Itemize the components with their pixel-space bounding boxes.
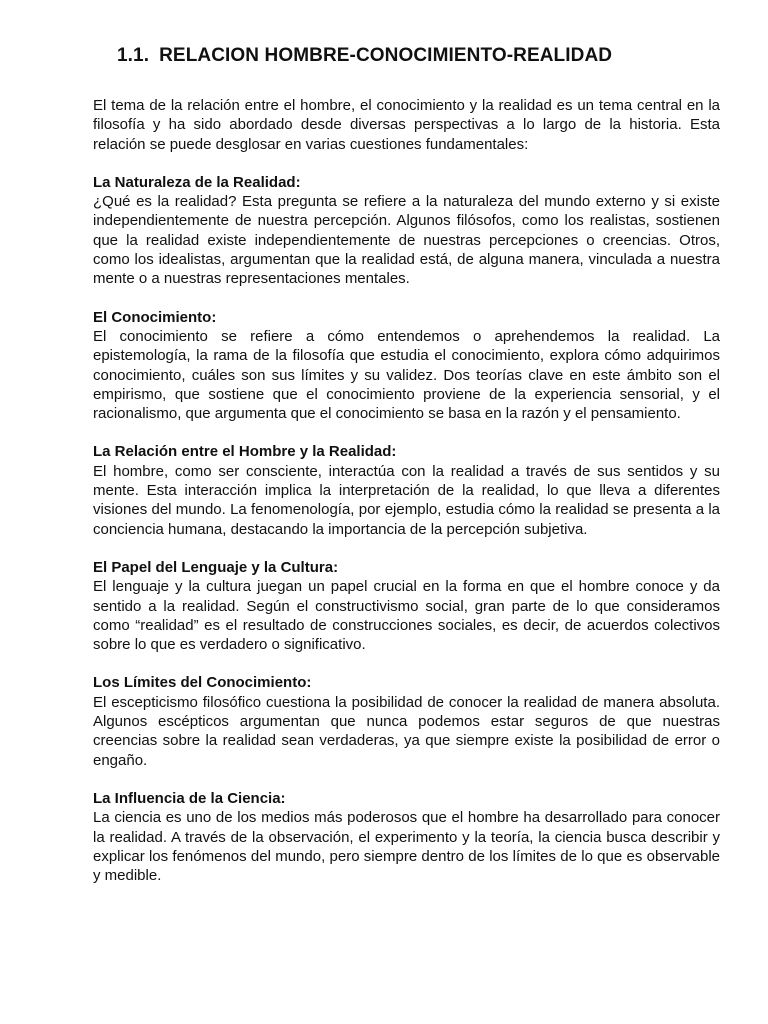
section-relacion-hombre-realidad: [93, 442, 720, 538]
section-title: La Influencia de la Ciencia:: [93, 789, 286, 807]
section-lenguaje-cultura: [93, 558, 720, 654]
section-body: La ciencia es uno de los medios más poderosos que el hombre ha desarrollado para conocer la realidad. A través de la observación, el experimento y la teoría, la ciencia busca describir y explicar los fenómenos del mundo, pero siempre dentro de los límites de lo que es observable y medible.: [93, 809, 720, 885]
section-body: ¿Qué es la realidad? Esta pregunta se refiere a la naturaleza del mundo externo y si existe independientemente de nuestra percepción. Algunos filósofos, como los realistas, sostienen que la realidad existe independientemente de nuestras percepciones o creencias. Otros, como los idealistas, argumentan que la realidad está, de alguna manera, vinculada a nuestra mente o a nuestras representaciones mentales.: [93, 193, 720, 288]
section-influencia-ciencia: [93, 789, 720, 885]
section-body: El conocimiento se refiere a cómo entendemos o aprehendemos la realidad. La epistemología, la rama de la filosofía que estudia el conocimiento, explora cómo adquirimos conocimiento, cuáles son sus límites y su validez. Dos teorías clave en este ámbito son el empirismo, que sostiene que el conocimiento proviene de la experiencia sensorial, y el racionalismo, que argumenta que el conocimiento se basa en la razón y el pensamiento.: [93, 327, 720, 423]
section-naturaleza-realidad: [93, 173, 720, 289]
section-body: El hombre, como ser consciente, interactúa con la realidad a través de sus sentidos y su mente. Esta interacción implica la interpretación de la realidad, lo que lleva a diferentes visiones del mundo. La fenomenología, por ejemplo, estudia cómo la realidad se presenta a la conciencia humana, destacando la importancia de la percepción subjetiva.: [93, 462, 720, 538]
section-title: El Conocimiento:: [93, 308, 217, 326]
heading-text: RELACION HOMBRE-CONOCIMIENTO-REALIDAD: [159, 45, 613, 66]
section-body: El escepticismo filosófico cuestiona la posibilidad de conocer la realidad de manera absoluta. Algunos escépticos argumentan que nunca podemos estar seguros de que nuestras creencias sobre la realidad sean verdaderas, ya que siempre existe la posibilidad de error o engaño.: [93, 693, 720, 769]
page-title: [117, 42, 720, 70]
section-title: Los Límites del Conocimiento:: [93, 674, 312, 692]
intro-paragraph: El tema de la relación entre el hombre, el conocimiento y la realidad es un tema central en la filosofía y ha sido abordado desde diversas perspectivas a lo largo de la historia. Esta relación se puede desglosar en varias cuestiones fundamentales:: [93, 97, 720, 153]
section-body: El lenguaje y la cultura juegan un papel crucial en la forma en que el hombre conoce y da sentido a la realidad. Según el constructivismo social, gran parte de lo que consideramos como “realidad” es el resultado de construcciones sociales, es decir, de acuerdos colectivos sobre lo que es verdadero o significativo.: [93, 578, 720, 654]
section-title: La Relación entre el Hombre y la Realidad:: [93, 443, 397, 461]
section-title: La Naturaleza de la Realidad:: [93, 173, 301, 191]
section-conocimiento: [93, 308, 720, 424]
heading-number: 1.1.: [117, 45, 150, 66]
section-limites-conocimiento: [93, 673, 720, 769]
section-title: El Papel del Lenguaje y la Cultura:: [93, 558, 339, 576]
